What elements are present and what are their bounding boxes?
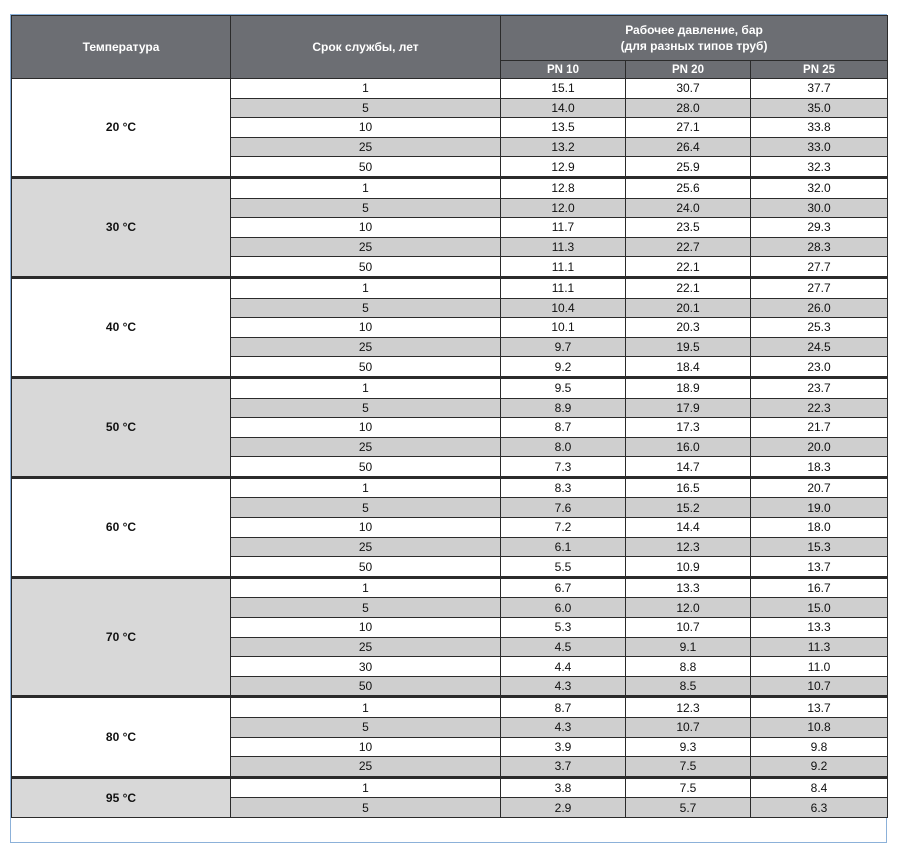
pn25-cell: 37.7 xyxy=(751,79,888,99)
temperature-cell: 30 °C xyxy=(12,177,231,277)
service-life-cell: 10 xyxy=(231,737,501,757)
service-life-cell: 5 xyxy=(231,398,501,418)
service-life-cell: 1 xyxy=(231,697,501,718)
pn20-cell: 14.4 xyxy=(626,518,751,538)
service-life-cell: 25 xyxy=(231,637,501,657)
pn20-cell: 23.5 xyxy=(626,218,751,238)
pn20-cell: 25.6 xyxy=(626,177,751,198)
table-row xyxy=(12,277,888,298)
pn10-cell: 11.1 xyxy=(501,277,626,298)
pn25-cell: 29.3 xyxy=(751,218,888,238)
pn20-cell: 22.1 xyxy=(626,277,751,298)
pn25-cell: 23.0 xyxy=(751,357,888,378)
pn25-cell: 35.0 xyxy=(751,98,888,118)
table-row xyxy=(12,697,888,718)
header-pn20: PN 20 xyxy=(626,61,751,79)
service-life-cell: 1 xyxy=(231,177,501,198)
pn20-cell: 16.5 xyxy=(626,477,751,498)
service-life-cell: 1 xyxy=(231,79,501,99)
pn25-cell: 33.8 xyxy=(751,118,888,138)
table-row xyxy=(12,177,888,198)
pn25-cell: 18.0 xyxy=(751,518,888,538)
pn20-cell: 7.5 xyxy=(626,757,751,778)
service-life-cell: 1 xyxy=(231,577,501,598)
pn10-cell: 14.0 xyxy=(501,98,626,118)
table-row xyxy=(12,79,888,99)
service-life-cell: 10 xyxy=(231,218,501,238)
temperature-cell: 95 °C xyxy=(12,777,231,817)
pn20-cell: 26.4 xyxy=(626,137,751,157)
pn20-cell: 19.5 xyxy=(626,337,751,357)
service-life-cell: 10 xyxy=(231,318,501,338)
pn20-cell: 25.9 xyxy=(626,157,751,178)
pn25-cell: 20.0 xyxy=(751,437,888,457)
pn20-cell: 15.2 xyxy=(626,498,751,518)
pn10-cell: 7.2 xyxy=(501,518,626,538)
pn10-cell: 13.5 xyxy=(501,118,626,138)
pn25-cell: 13.7 xyxy=(751,697,888,718)
pn25-cell: 16.7 xyxy=(751,577,888,598)
service-life-cell: 5 xyxy=(231,198,501,218)
pn20-cell: 18.9 xyxy=(626,377,751,398)
pn10-cell: 9.2 xyxy=(501,357,626,378)
pn20-cell: 22.7 xyxy=(626,237,751,257)
service-life-cell: 1 xyxy=(231,377,501,398)
pn20-cell: 8.5 xyxy=(626,676,751,697)
pn10-cell: 4.4 xyxy=(501,657,626,677)
service-life-cell: 10 xyxy=(231,618,501,638)
pn10-cell: 11.3 xyxy=(501,237,626,257)
service-life-cell: 5 xyxy=(231,298,501,318)
header-pressure-line2: (для разных типов труб) xyxy=(620,39,768,54)
pn20-cell: 17.3 xyxy=(626,418,751,438)
pn20-cell: 16.0 xyxy=(626,437,751,457)
pn25-cell: 6.3 xyxy=(751,798,888,818)
temperature-cell: 40 °C xyxy=(12,277,231,377)
pn25-cell: 11.0 xyxy=(751,657,888,677)
pn25-cell: 21.7 xyxy=(751,418,888,438)
pn10-cell: 12.9 xyxy=(501,157,626,178)
pn10-cell: 8.9 xyxy=(501,398,626,418)
pn25-cell: 27.7 xyxy=(751,277,888,298)
pn10-cell: 11.7 xyxy=(501,218,626,238)
pn10-cell: 13.2 xyxy=(501,137,626,157)
service-life-cell: 50 xyxy=(231,357,501,378)
pn25-cell: 15.3 xyxy=(751,537,888,557)
service-life-cell: 25 xyxy=(231,137,501,157)
pn20-cell: 10.7 xyxy=(626,718,751,738)
pn25-cell: 28.3 xyxy=(751,237,888,257)
service-life-cell: 5 xyxy=(231,798,501,818)
pn10-cell: 8.7 xyxy=(501,697,626,718)
pn10-cell: 8.7 xyxy=(501,418,626,438)
pn25-cell: 32.0 xyxy=(751,177,888,198)
pn20-cell: 14.7 xyxy=(626,457,751,478)
pn20-cell: 13.3 xyxy=(626,577,751,598)
pn10-cell: 10.4 xyxy=(501,298,626,318)
table-row xyxy=(12,477,888,498)
pn20-cell: 30.7 xyxy=(626,79,751,99)
header-temperature: Температура xyxy=(12,16,231,79)
pn10-cell: 4.3 xyxy=(501,718,626,738)
pn25-cell: 10.8 xyxy=(751,718,888,738)
pn25-cell: 20.7 xyxy=(751,477,888,498)
table-body xyxy=(12,79,888,818)
pn10-cell: 12.0 xyxy=(501,198,626,218)
service-life-cell: 25 xyxy=(231,537,501,557)
pn10-cell: 6.0 xyxy=(501,598,626,618)
pn25-cell: 15.0 xyxy=(751,598,888,618)
pn20-cell: 5.7 xyxy=(626,798,751,818)
pn25-cell: 10.7 xyxy=(751,676,888,697)
service-life-cell: 10 xyxy=(231,418,501,438)
pn25-cell: 25.3 xyxy=(751,318,888,338)
service-life-cell: 30 xyxy=(231,657,501,677)
table-row xyxy=(12,577,888,598)
pn20-cell: 22.1 xyxy=(626,257,751,278)
pressure-table xyxy=(11,15,888,818)
pn20-cell: 27.1 xyxy=(626,118,751,138)
pn25-cell: 11.3 xyxy=(751,637,888,657)
pn20-cell: 20.1 xyxy=(626,298,751,318)
pn25-cell: 9.8 xyxy=(751,737,888,757)
pn25-cell: 13.7 xyxy=(751,557,888,578)
pn10-cell: 15.1 xyxy=(501,79,626,99)
pn20-cell: 10.9 xyxy=(626,557,751,578)
service-life-cell: 5 xyxy=(231,498,501,518)
service-life-cell: 50 xyxy=(231,676,501,697)
pn10-cell: 4.5 xyxy=(501,637,626,657)
pn20-cell: 12.3 xyxy=(626,537,751,557)
pn20-cell: 9.1 xyxy=(626,637,751,657)
service-life-cell: 25 xyxy=(231,237,501,257)
table-row xyxy=(12,377,888,398)
service-life-cell: 25 xyxy=(231,437,501,457)
pn10-cell: 6.7 xyxy=(501,577,626,598)
pn25-cell: 13.3 xyxy=(751,618,888,638)
pn10-cell: 6.1 xyxy=(501,537,626,557)
pn20-cell: 18.4 xyxy=(626,357,751,378)
header-pn25: PN 25 xyxy=(751,61,888,79)
pn10-cell: 2.9 xyxy=(501,798,626,818)
service-life-cell: 50 xyxy=(231,557,501,578)
pn10-cell: 12.8 xyxy=(501,177,626,198)
pn25-cell: 26.0 xyxy=(751,298,888,318)
pn10-cell: 8.0 xyxy=(501,437,626,457)
service-life-cell: 10 xyxy=(231,118,501,138)
table-row xyxy=(12,777,888,798)
header-pressure-line1: Рабочее давление, бар xyxy=(625,23,763,38)
pn25-cell: 19.0 xyxy=(751,498,888,518)
pn20-cell: 8.8 xyxy=(626,657,751,677)
temperature-cell: 20 °C xyxy=(12,79,231,178)
header-pn10: PN 10 xyxy=(501,61,626,79)
pn10-cell: 11.1 xyxy=(501,257,626,278)
pn25-cell: 23.7 xyxy=(751,377,888,398)
pn10-cell: 5.3 xyxy=(501,618,626,638)
pn10-cell: 8.3 xyxy=(501,477,626,498)
service-life-cell: 1 xyxy=(231,277,501,298)
pn25-cell: 22.3 xyxy=(751,398,888,418)
temperature-cell: 80 °C xyxy=(12,697,231,777)
service-life-cell: 50 xyxy=(231,257,501,278)
pn10-cell: 4.3 xyxy=(501,676,626,697)
pn25-cell: 33.0 xyxy=(751,137,888,157)
pn25-cell: 9.2 xyxy=(751,757,888,778)
header-service-life: Срок службы, лет xyxy=(231,16,501,79)
pn20-cell: 17.9 xyxy=(626,398,751,418)
pn20-cell: 12.3 xyxy=(626,697,751,718)
service-life-cell: 50 xyxy=(231,157,501,178)
pn20-cell: 9.3 xyxy=(626,737,751,757)
pn10-cell: 9.7 xyxy=(501,337,626,357)
pn10-cell: 7.6 xyxy=(501,498,626,518)
pn20-cell: 20.3 xyxy=(626,318,751,338)
service-life-cell: 1 xyxy=(231,477,501,498)
service-life-cell: 1 xyxy=(231,777,501,798)
pn25-cell: 32.3 xyxy=(751,157,888,178)
service-life-cell: 50 xyxy=(231,457,501,478)
pn25-cell: 30.0 xyxy=(751,198,888,218)
temperature-cell: 70 °C xyxy=(12,577,231,697)
pn25-cell: 8.4 xyxy=(751,777,888,798)
pn10-cell: 3.7 xyxy=(501,757,626,778)
temperature-cell: 50 °C xyxy=(12,377,231,477)
pn10-cell: 5.5 xyxy=(501,557,626,578)
header-working-pressure xyxy=(501,16,888,61)
pn20-cell: 28.0 xyxy=(626,98,751,118)
pn25-cell: 27.7 xyxy=(751,257,888,278)
service-life-cell: 5 xyxy=(231,718,501,738)
table-header xyxy=(12,16,888,79)
pn10-cell: 7.3 xyxy=(501,457,626,478)
pn20-cell: 10.7 xyxy=(626,618,751,638)
pn25-cell: 18.3 xyxy=(751,457,888,478)
pn20-cell: 12.0 xyxy=(626,598,751,618)
service-life-cell: 25 xyxy=(231,757,501,778)
pn20-cell: 24.0 xyxy=(626,198,751,218)
service-life-cell: 25 xyxy=(231,337,501,357)
pn25-cell: 24.5 xyxy=(751,337,888,357)
pn10-cell: 9.5 xyxy=(501,377,626,398)
temperature-cell: 60 °C xyxy=(12,477,231,577)
pn10-cell: 10.1 xyxy=(501,318,626,338)
service-life-cell: 5 xyxy=(231,598,501,618)
service-life-cell: 10 xyxy=(231,518,501,538)
pn20-cell: 7.5 xyxy=(626,777,751,798)
pn10-cell: 3.8 xyxy=(501,777,626,798)
service-life-cell: 5 xyxy=(231,98,501,118)
pn10-cell: 3.9 xyxy=(501,737,626,757)
